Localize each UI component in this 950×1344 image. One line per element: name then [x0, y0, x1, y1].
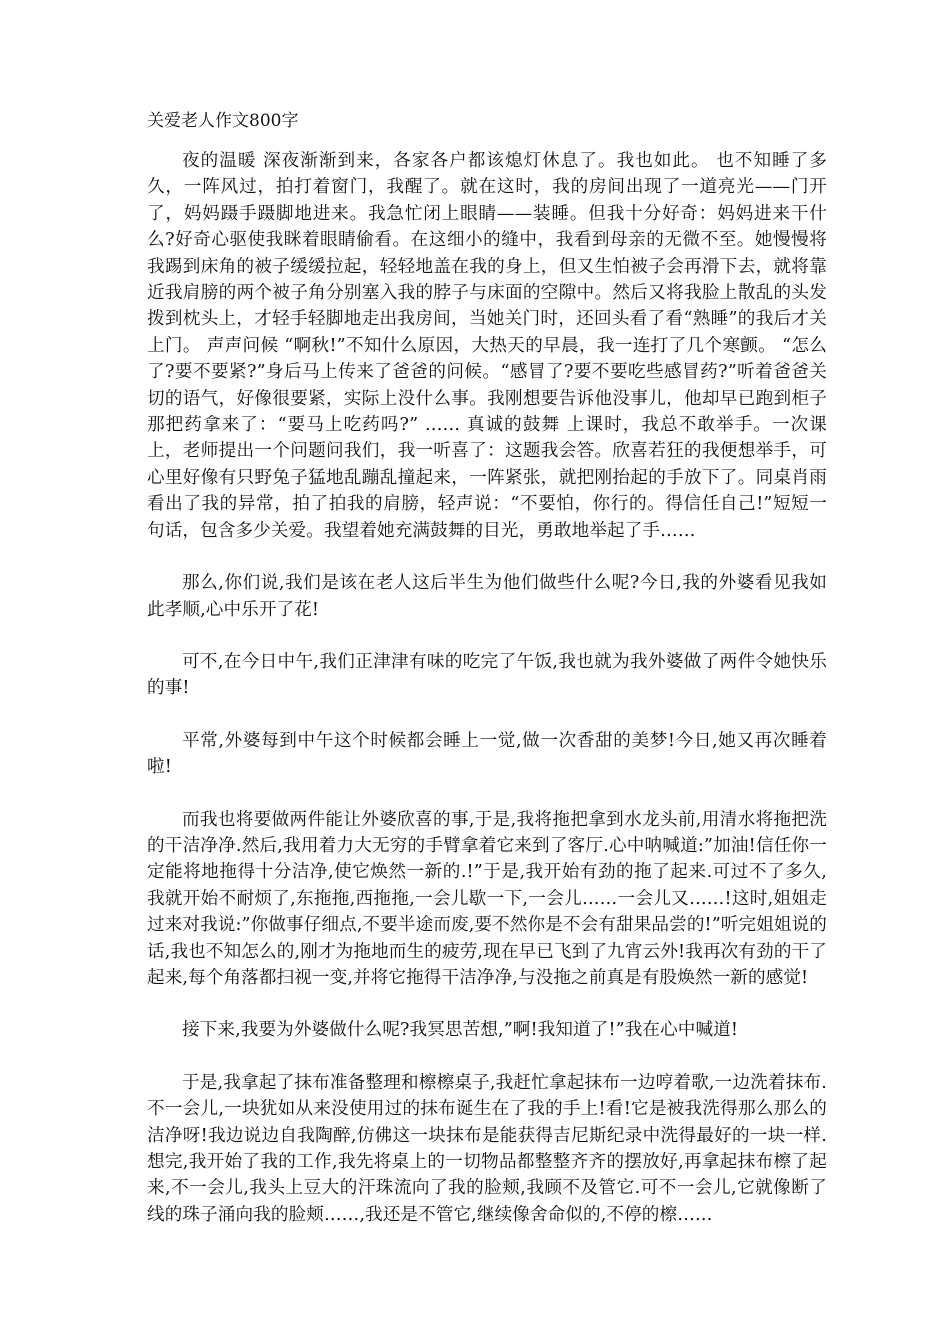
paragraph-2: 那么,你们说,我们是该在老人这后半生为他们做些什么呢?今日,我的外婆看见我如此孝顺,心中乐开了花!	[147, 573, 827, 620]
document-title: 关爱老人作文800字	[147, 111, 299, 131]
paragraph-5: 而我也将要做两件能让外婆欣喜的事,于是,我将拖把拿到水龙头前,用清水将拖把洗的干洁净净.然后,我用着力大无穷的手臂拿着它来到了客厅.心中呐喊道:”加油!信任你一定能将地拖得十分洁净,使它焕然一新的.!”于是,我开始有劲的拖了起来.可过不了多久,我就开始不耐烦了,东拖拖,西拖拖,一会儿歇一下,一会儿……一会儿又……!这时,姐姐走过来对我说:”你做事仔细点,不要半途而废,要不然你是不会有甜果品尝的!”听完姐姐说的话,我也不知怎么的,刚才为拖地而生的疲劳,现在早已飞到了九宵云外!我再次有劲的干了起来,每个角落都扫视一变,并将它拖得干洁净净,与没拖之前真是有股焕然一新的感觉!	[147, 809, 827, 988]
paragraph-1: 夜的温暖 深夜渐渐到来，各家各户都该熄灯休息了。我也如此。 也不知睡了多久，一阵风过，拍打着窗门，我醒了。就在这时，我的房间出现了一道亮光——门开了，妈妈蹑手蹑脚地进来。我急忙闭上眼睛——装睡。但我十分好奇：妈妈进来干什么?好奇心驱使我眯着眼睛偷看。在这细小的缝中，我看到母亲的无微不至。她慢慢将我踢到床角的被子缓缓拉起，轻轻地盖在我的身上，但又生怕被子会再滑下去，就将靠近我肩膀的两个被子角分别塞入我的脖子与床面的空隙中。然后又将我脸上散乱的头发拨到枕头上，才轻手轻脚地走出我房间，当她关门时，还回头看了看“熟睡”的我后才关上门。 声声问候 “啊秋!”不知什么原因，大热天的早晨，我一连打了几个寒颤。 “怎么了?要不要紧?”身后马上传来了爸爸的问候。“感冒了?要不要吃些感冒药?”听着爸爸关切的语气，好像很要紧，实际上没什么事。我刚想要告诉他没事儿，他却早已跑到柜子那把药拿来了：“要马上吃药吗?” …… 真诚的鼓舞 上课时，我总不敢举手。一次课上，老师提出一个问题问我们，我一听喜了：这题我会答。欣喜若狂的我便想举手，可心里好像有只野兔子猛地乱蹦乱撞起来，一阵紧张，就把刚抬起的手放下了。同桌肖雨看出了我的异常，拍了拍我的肩膀，轻声说：“不要怕，你行的。得信任自己!”短短一句话，包含多少关爱。我望着她充满鼓舞的目光，勇敢地举起了手……	[147, 151, 827, 541]
paragraph-3: 可不,在今日中午,我们正津津有味的吃完了午饭,我也就为我外婆做了两件令她快乐的事!	[147, 651, 827, 699]
paragraph-6: 接下来,我要为外婆做什么呢?我冥思苦想,”啊!我知道了!”我在心中喊道!	[182, 1020, 739, 1041]
document-page	[147, 108, 827, 1254]
paragraph-4: 平常,外婆每到中午这个时候都会睡上一觉,做一次香甜的美梦!今日,她又再次睡着啦!	[147, 730, 827, 778]
paragraph-7: 于是,我拿起了抹布准备整理和檫檫桌子,我赶忙拿起抹布一边哼着歌,一边洗着抹布.不一会儿,一块犹如从来没使用过的抹布诞生在了我的手上!看!它是被我洗得那么那么的洁净呀!我边说边自我陶醉,仿佛这一块抹布是能获得吉尼斯纪录中洗得最好的一块一样.想完,我开始了我的工作,我先将桌上的一切物品都整整齐齐的摆放好,再拿起抹布檫了起来,不一会儿,我头上豆大的汗珠流向了我的脸颊,我顾不及管它.可不一会儿,它就像断了线的珠子涌向我的脸颊……,我还是不管它,继续像舍命似的,不停的檫……	[147, 1072, 827, 1225]
